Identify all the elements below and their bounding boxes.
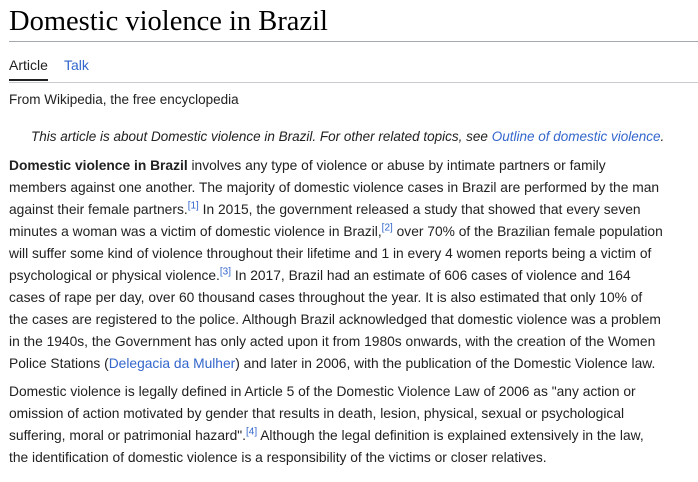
text-span: In 2017, Brazil had an estimate of 606 cases of violence and 164 [231, 268, 631, 283]
outline-link[interactable]: Outline of domestic violence [491, 129, 661, 144]
citation-link-3[interactable]: [3] [219, 266, 232, 278]
hatnote-end: . [660, 129, 665, 144]
text-line: cases of rape per day, over 60 thousand cases throughout the year. It is also estimated that only 10% of [9, 290, 643, 305]
text-span: Police Stations ( [9, 356, 109, 371]
page-tabs [9, 42, 698, 82]
text-line: the cases are registered to the police. Although Brazil acknowledged that domestic violence was a problem [9, 312, 661, 327]
text-span: psychological or physical violence. [9, 268, 220, 283]
article-page [9, 0, 698, 465]
text-span: In 2015, the government released a study that showed that every seven [198, 202, 641, 217]
page-title: Domestic violence in Brazil [9, 0, 698, 42]
hatnote-text: This article is about Domestic violence in Brazil. For other related topics, see [31, 129, 492, 144]
citation-1 [188, 200, 199, 211]
text-line: omission of action motivated by gender that results in death, lesion, physical, sexual or psychological [9, 406, 625, 421]
tab-talk[interactable]: Talk [64, 57, 89, 73]
citation-link-4[interactable]: [4] [246, 426, 258, 438]
text-line: members against one another. The majority of domestic violence cases in Brazil are performed by the man [9, 180, 660, 195]
text-line [9, 425, 697, 447]
citation-3 [220, 266, 231, 277]
text-span: over 70% of the Brazilian female population [392, 224, 663, 239]
site-tagline: From Wikipedia, the free encyclopedia [9, 92, 239, 107]
text-line [9, 155, 697, 177]
citation-link-1[interactable]: [1] [187, 200, 199, 212]
text-line: in the 1940s, the Government has only acted upon it from 1980s onwards, with the creation of the Women [9, 334, 656, 349]
text-line [9, 199, 697, 221]
text-line [9, 265, 697, 287]
citation-2 [382, 222, 393, 233]
text-line: Domestic violence is legally defined in Article 5 of the Domestic Violence Law of 2006 as "any action or [9, 384, 636, 399]
paragraph-1 [9, 155, 697, 375]
text-span: suffering, moral or patrimonial hazard". [9, 428, 246, 443]
hatnote [31, 128, 664, 146]
citation-link-2[interactable]: [2] [381, 222, 393, 234]
delegacia-link[interactable]: Delegacia da Mulher [108, 356, 236, 371]
text-span: involves any type of violence or abuse by intimate partners or family [187, 158, 606, 173]
text-line: will suffer some kind of violence throughout their lifetime and 1 in every 4 women reports being a victim of [9, 246, 652, 261]
text-line: the identification of domestic violence is a responsibility of the victims or closer relatives. [9, 450, 547, 465]
text-span: minutes a woman was a victim of domestic violence in Brazil, [9, 224, 382, 239]
article-body [9, 155, 697, 475]
text-line [9, 353, 697, 375]
paragraph-2 [9, 381, 697, 469]
tab-article[interactable]: Article [9, 57, 48, 81]
citation-4 [246, 426, 257, 437]
text-line [9, 221, 697, 243]
bold-term: Domestic violence in Brazil [9, 158, 188, 173]
text-span: against their female partners. [9, 202, 188, 217]
text-span: Although the legal definition is explained extensively in the law, [257, 428, 644, 443]
text-span: ) and later in 2006, with the publication of the Domestic Violence law. [235, 356, 656, 371]
tabs-divider [9, 82, 698, 83]
